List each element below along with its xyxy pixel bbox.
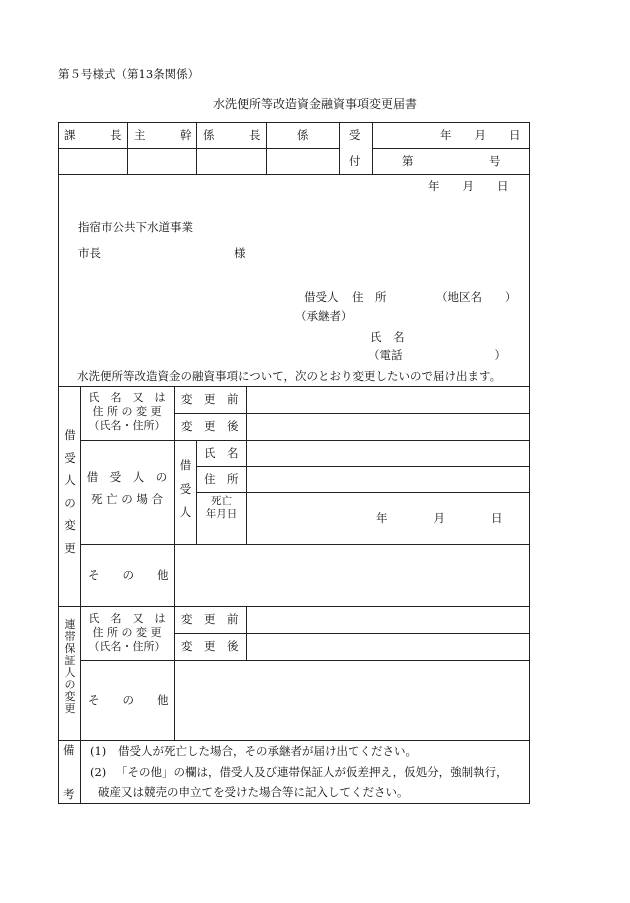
- name-label: 氏 名: [370, 330, 405, 344]
- approval-kacho-label: 課 長: [64, 128, 122, 142]
- approval-kakari-label: 係: [297, 128, 309, 142]
- death-date-field: 年 月 日: [376, 511, 503, 525]
- approval-kakaricho-label: 係 長: [203, 128, 261, 142]
- uketsuke-char-1: 受: [349, 128, 361, 142]
- receipt-number-suffix: 号: [489, 154, 501, 168]
- note-1-text: 借受人が死亡した場合，その承継者が届け出てください。: [118, 744, 417, 758]
- borrower-before-label: 変 更 前: [181, 392, 239, 406]
- deceased-name-label: 氏 名: [204, 446, 239, 460]
- borrower-vertical-label: 借 受 人: [179, 458, 192, 519]
- guarantor-after-label: 変 更 後: [181, 639, 239, 653]
- approval-shukan-label: 主 幹: [134, 128, 192, 142]
- guarantor-before-label: 変 更 前: [181, 612, 239, 626]
- borrower-after-label: 変 更 後: [181, 419, 239, 433]
- borrower-change-label: 借 受 人 の 変 更: [64, 428, 76, 555]
- receipt-number-prefix: 第: [402, 154, 414, 168]
- statement: 水洗便所等改造資金の融資事項について，次のとおり変更したいので届け出ます。: [77, 369, 502, 383]
- remarks-label-bottom: 考: [63, 787, 75, 801]
- guarantor-change-label: 連 帯 保 証 人 の 変 更: [64, 618, 76, 715]
- note-2-text-line2: 破産又は競売の申立てを受けた場合等に記入してください。: [98, 785, 409, 799]
- application-date: 年 月 日: [428, 179, 509, 193]
- borrower-label: 借受人: [304, 290, 339, 304]
- deceased-address-label: 住 所: [204, 472, 239, 486]
- note-1-number: (1): [90, 744, 107, 758]
- phone-field: （電話 ）: [368, 348, 506, 362]
- note-2-number: (2): [90, 765, 107, 779]
- uketsuke-char-2: 付: [349, 154, 361, 168]
- guarantor-name-address-change-label: 氏 名 又 は 住 所 の 変 更 （氏名・住所）: [88, 612, 166, 653]
- guarantor-other-label: そ の 他: [88, 693, 169, 707]
- address-label: 住 所: [352, 290, 387, 304]
- receipt-date: 年 月 日: [440, 128, 521, 142]
- district-field: （地区名 ）: [436, 290, 517, 304]
- addressee-line1: 指宿市公共下水道事業: [78, 220, 193, 234]
- note-2-text-line1: 「その他」の欄は，借受人及び連帯保証人が仮差押え，仮処分，強制執行，: [116, 765, 508, 779]
- borrower-other-label: そ の 他: [88, 568, 169, 582]
- successor-label: （承継者）: [295, 309, 353, 323]
- addressee-line2: 市長: [78, 246, 101, 260]
- death-date-label: 死亡 年月日: [205, 495, 238, 520]
- borrower-death-case-label: 借 受 人 の 死 亡 の 場 合: [86, 470, 168, 506]
- form-title: 水洗便所等改造資金融資事項変更届書: [212, 97, 417, 111]
- form-number: 第５号様式（第13条関係）: [58, 67, 200, 81]
- honorific: 様: [234, 246, 246, 260]
- remarks-label-top: 備: [63, 743, 75, 757]
- borrower-name-address-change-label: 氏 名 又 は 住 所 の 変 更 （氏名・住所）: [88, 391, 166, 432]
